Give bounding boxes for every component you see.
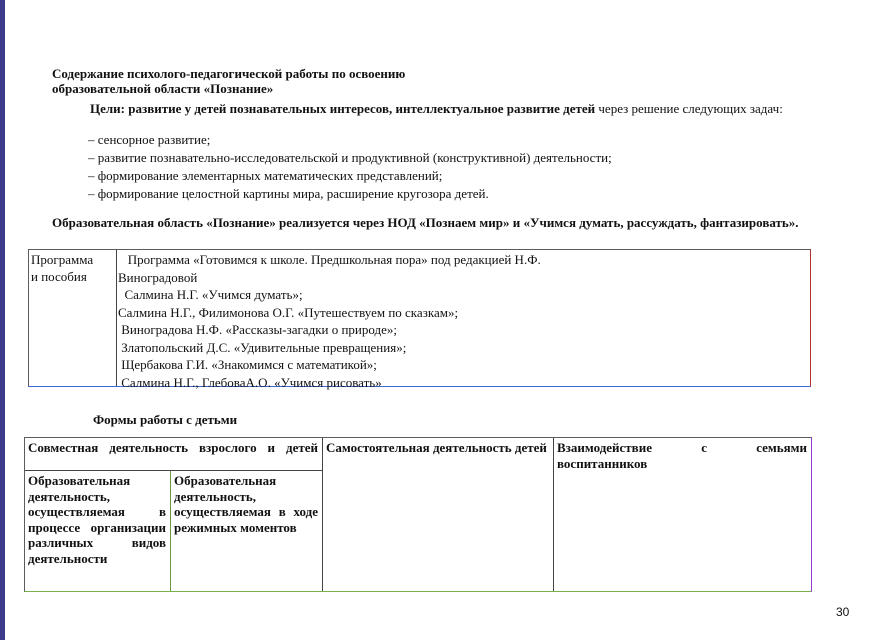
heading-line-2: образовательной области «Познание» <box>52 81 274 96</box>
area-description: Образовательная область «Познание» реализуется через НОД «Познаем мир» и «Учимся думать, рассуждать, фантазировать». <box>52 215 799 230</box>
goals-label: Цели: развитие у детей познавательных интересов, интеллектуальное развитие детей <box>90 101 596 116</box>
task-item: – развитие познавательно-исследовательской и продуктивной (конструктивной) деятельности; <box>88 150 612 165</box>
table-divider <box>25 470 322 471</box>
sub1-cell: Образовательная деятельность, осуществляемая в процессе организации различных видов деятельности <box>28 473 166 566</box>
table-divider <box>553 438 554 591</box>
program-label-cell <box>31 251 115 285</box>
col1-header: Совместная деятельность взрослого и детей <box>28 440 318 455</box>
page-number: 30 <box>836 605 850 619</box>
col2-header <box>326 440 548 456</box>
task-item: – формирование элементарных математических представлений; <box>88 168 443 183</box>
program-line: Златопольский Д.С. «Удивительные превращения»; <box>118 339 407 355</box>
goals-rest: через решение следующих задач: <box>595 101 783 116</box>
task-item: – формирование целостной картины мира, расширение кругозора детей. <box>88 186 489 201</box>
col2-header-text: Самостоятельная деятельность детей <box>326 440 547 455</box>
task-item: – сенсорное развитие; <box>88 132 211 147</box>
forms-table <box>24 437 812 592</box>
program-line: Салмина Н.Г., Филимонова О.Г. «Путешествуем по сказкам»; <box>118 304 459 320</box>
program-line: Салмина Н.Г. «Учимся думать»; <box>118 287 303 302</box>
section-heading <box>52 66 405 96</box>
program-line: Виноградовой <box>118 269 198 285</box>
goals-paragraph <box>52 101 852 116</box>
sub2-cell: Образовательная деятельность, осуществляемая в ходе режимных моментов <box>174 473 318 535</box>
col3-header: Взаимодействие с семьями воспитанников <box>557 440 807 471</box>
forms-title: Формы работы с детьми <box>93 412 238 427</box>
task-list <box>88 131 612 203</box>
program-list-cell <box>118 251 541 391</box>
program-line: Салмина Н.Г., ГлебоваА.О. «Учимся рисовать» <box>118 374 382 390</box>
heading-line-1: Содержание психолого-педагогической работы по освоению <box>52 66 406 81</box>
program-label-line: Программа <box>31 252 94 267</box>
program-line: Виноградова Н.Ф. «Рассказы-загадки о природе»; <box>118 322 398 337</box>
page-edge <box>0 0 5 640</box>
table-divider <box>116 250 117 386</box>
table-divider <box>322 438 323 591</box>
program-label-line: и пособия <box>31 269 87 284</box>
program-line: Программа «Готовимся к школе. Предшкольная пора» под редакцией Н.Ф. <box>118 252 541 267</box>
table-divider <box>170 471 171 591</box>
program-table <box>28 249 811 390</box>
program-line: Щербакова Г.И. «Знакомимся с математикой»; <box>118 357 377 372</box>
